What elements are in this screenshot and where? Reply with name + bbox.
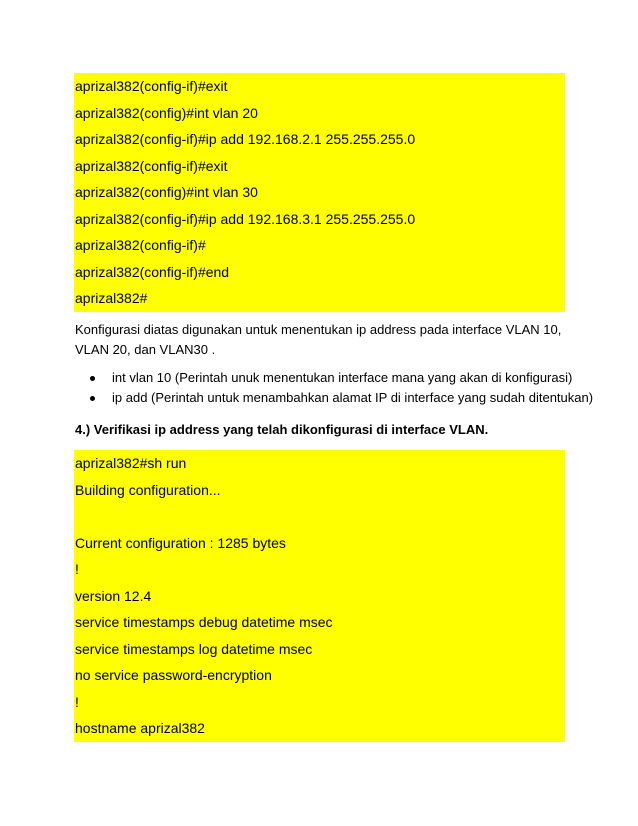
code-line <box>74 503 565 530</box>
code-line: aprizal382#sh run <box>75 455 187 471</box>
code-line: service timestamps debug datetime msec <box>75 614 333 630</box>
code-line: aprizal382# <box>75 290 148 306</box>
code-line: aprizal382(config-if)#ip add 192.168.3.1 255.255.255.0 <box>75 210 416 227</box>
code-line: service timestamps log datetime msec <box>75 640 313 657</box>
code-line: ! <box>75 693 79 710</box>
code-line: aprizal382(config)#int vlan 30 <box>75 184 258 200</box>
explanation-paragraph: Konfigurasi diatas digunakan untuk menentukan ip address pada interface VLAN 10, VLAN 20, dan VLAN30 . <box>75 322 562 357</box>
code-line: version 12.4 <box>75 587 152 604</box>
config-code-block <box>74 73 565 312</box>
code-line: ! <box>75 561 79 577</box>
list-item <box>75 388 594 408</box>
code-line: aprizal382(config-if)#end <box>75 263 230 280</box>
bullet-dot-icon <box>90 396 95 401</box>
list-item-text: ip add (Perintah untuk menambahkan alamat IP di interface yang sudah ditentukan) <box>112 390 594 405</box>
code-line: aprizal382(config)#int vlan 20 <box>75 104 258 121</box>
bullet-list <box>75 368 594 408</box>
list-item <box>75 368 575 388</box>
list-item-text: int vlan 10 (Perintah unuk menentukan interface mana yang akan di konfigurasi) <box>112 370 573 385</box>
code-line: hostname aprizal382 <box>75 720 205 736</box>
code-line: aprizal382(config-if)#exit <box>75 78 228 94</box>
code-line: aprizal382(config-if)#exit <box>75 157 228 174</box>
bullet-dot-icon <box>90 376 95 381</box>
show-run-code-block <box>74 450 565 742</box>
code-line: no service password-encryption <box>75 667 272 683</box>
code-line: Current configuration : 1285 bytes <box>75 534 286 551</box>
code-line: Building configuration... <box>75 481 221 498</box>
code-line: aprizal382(config-if)#ip add 192.168.2.1 255.255.255.0 <box>75 131 416 147</box>
code-line: aprizal382(config-if)# <box>75 237 206 253</box>
section-heading: 4.) Verifikasi ip address yang telah dikonfigurasi di interface VLAN. <box>75 422 489 437</box>
